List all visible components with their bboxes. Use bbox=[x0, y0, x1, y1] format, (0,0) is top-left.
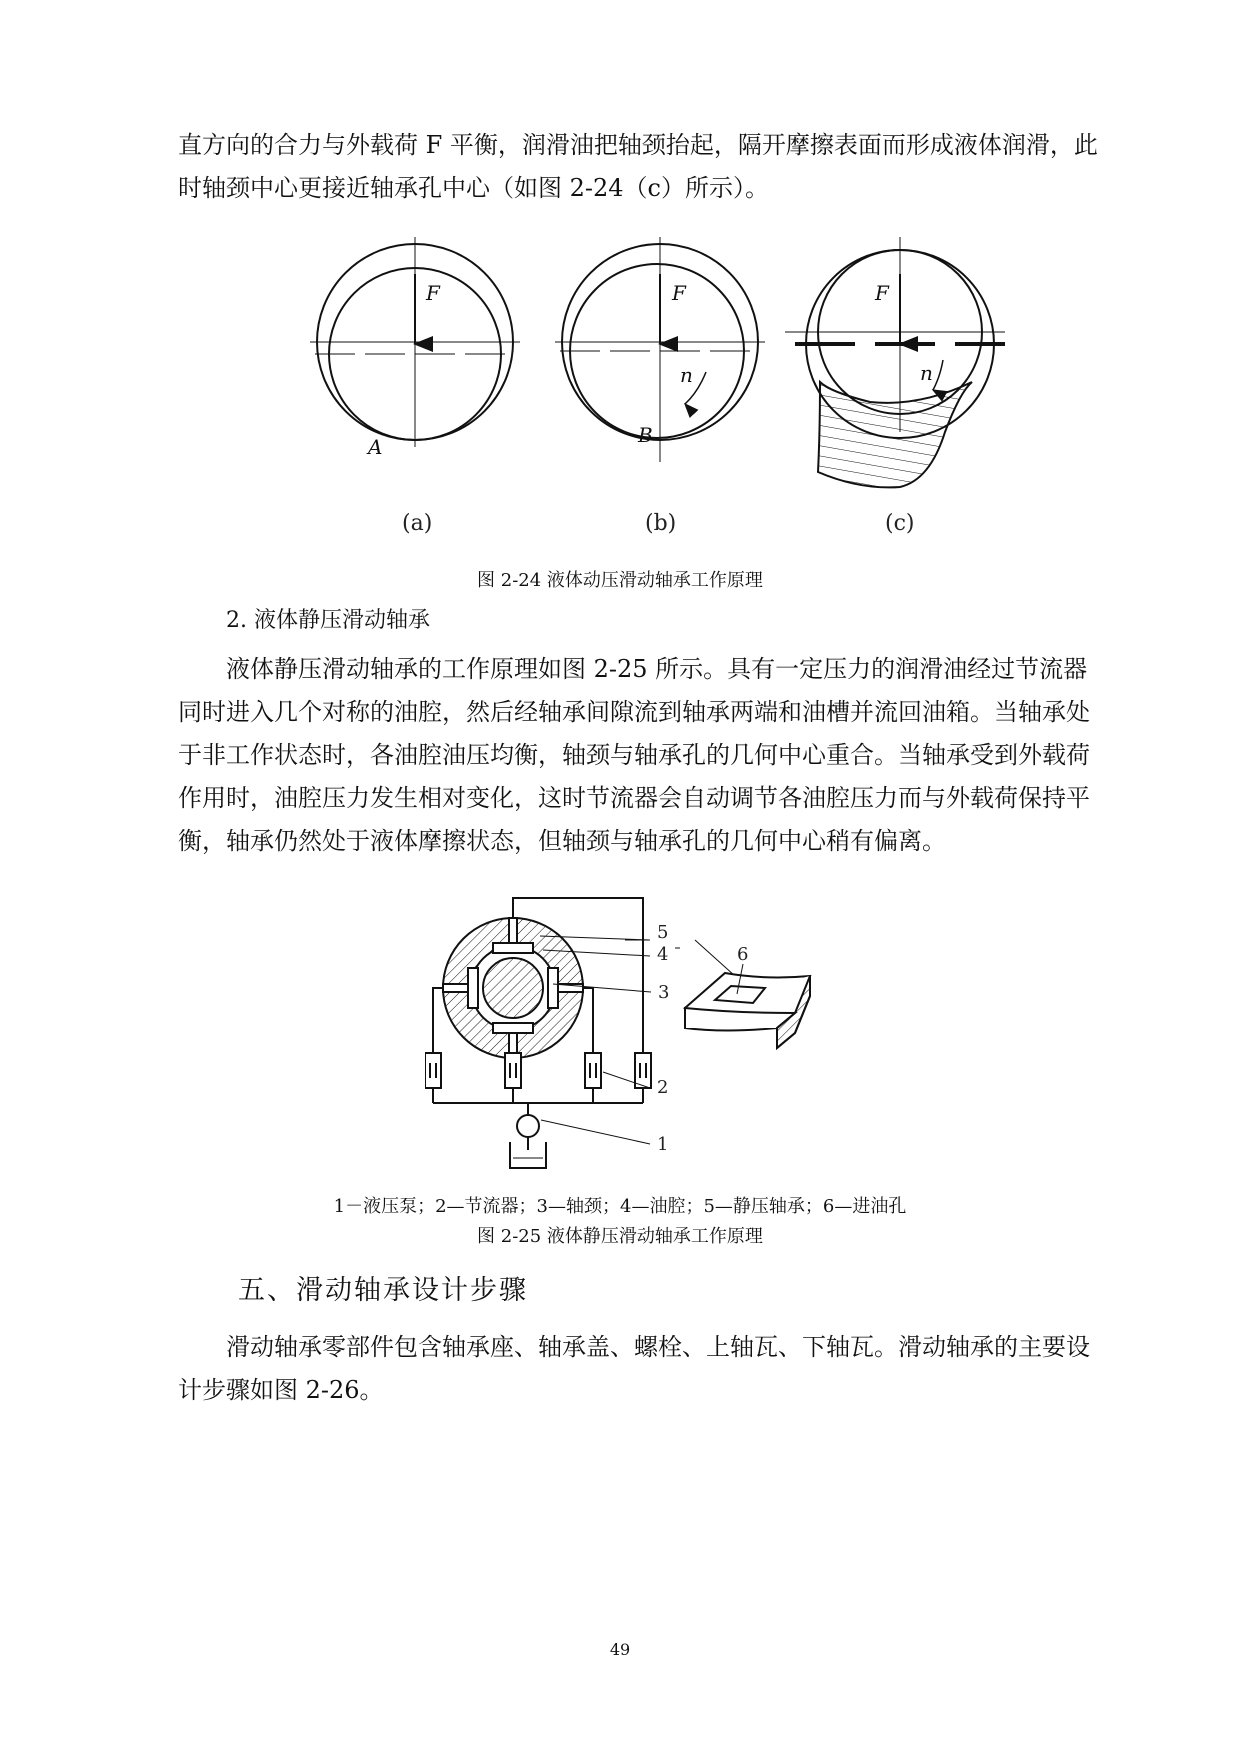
figure-2-25-legend: 1－液压泵；2—节流器；3—轴颈；4—油腔；5—静压轴承；6—进油孔 bbox=[333, 1196, 907, 1217]
section-5-line-2: 计步骤如图 2-26。 bbox=[178, 1376, 384, 1404]
section-5-paragraph bbox=[178, 1326, 1118, 1412]
callout-4: 4 bbox=[657, 944, 669, 965]
figure-2-25-caption: 图 2-25 液体静压滑动轴承工作原理 bbox=[477, 1226, 763, 1247]
restrictors bbox=[425, 1053, 651, 1088]
section-5-title: 五、滑动轴承设计步骤 bbox=[238, 1275, 528, 1306]
section-2-line-1: 液体静压滑动轴承的工作原理如图 2-25 所示。具有一定压力的润滑油经过节流器 bbox=[226, 655, 1088, 683]
section-2-line-5: 衡，轴承仍然处于液体摩擦状态，但轴颈与轴承孔的几何中心稍有偏离。 bbox=[178, 827, 946, 855]
callout-2: 2 bbox=[657, 1077, 669, 1098]
sublabel-a: (a) bbox=[402, 511, 433, 536]
force-label-a: F bbox=[426, 281, 440, 305]
figure-2-24-caption: 图 2-24 液体动压滑动轴承工作原理 bbox=[477, 570, 763, 591]
diagram-b bbox=[555, 237, 765, 462]
sublabel-c: (c) bbox=[885, 511, 915, 536]
hydraulic-pump bbox=[517, 1115, 539, 1137]
intro-paragraph bbox=[178, 124, 1118, 210]
section-2-line-3: 于非工作状态时，各油腔油压均衡，轴颈与轴承孔的几何中心重合。当轴承受到外载荷 bbox=[178, 741, 1090, 769]
section-2-line-2: 同时进入几个对称的油腔，然后经轴承间隙流到轴承两端和油槽并流回油箱。当轴承处 bbox=[178, 698, 1090, 726]
figure-2-24 bbox=[300, 232, 1060, 552]
section-2-line-4: 作用时，油腔压力发生相对变化，这时节流器会自动调节各油腔压力而与外载荷保持平 bbox=[178, 784, 1090, 812]
point-label-a: A bbox=[368, 435, 383, 459]
point-label-b: B bbox=[638, 423, 653, 447]
diagram-c bbox=[785, 237, 1005, 487]
intro-line-2: 时轴颈中心更接近轴承孔中心（如图 2-24（c）所示）。 bbox=[178, 174, 769, 202]
callout-6: 6 bbox=[737, 944, 749, 965]
callout-1: 1 bbox=[657, 1134, 669, 1155]
page-number: 49 bbox=[609, 1640, 631, 1659]
figure-2-25 bbox=[425, 888, 895, 1178]
force-label-b: F bbox=[672, 281, 686, 305]
journal bbox=[483, 958, 543, 1018]
oil-inlet-part bbox=[685, 964, 810, 1048]
diagram-a bbox=[310, 237, 520, 447]
section-2-paragraph bbox=[178, 648, 1118, 863]
rotation-label-b: n bbox=[680, 363, 693, 387]
callout-3: 3 bbox=[658, 982, 670, 1003]
force-label-c: F bbox=[875, 281, 889, 305]
section-2-title: 2. 液体静压滑动轴承 bbox=[226, 608, 430, 633]
intro-line-1: 直方向的合力与外载荷 F 平衡，润滑油把轴颈抬起，隔开摩擦表面而形成液体润滑，此 bbox=[178, 131, 1098, 159]
section-5-line-1: 滑动轴承零部件包含轴承座、轴承盖、螺栓、上轴瓦、下轴瓦。滑动轴承的主要设 bbox=[226, 1333, 1090, 1361]
sublabel-b: (b) bbox=[645, 511, 677, 536]
callout-5: 5 bbox=[657, 922, 669, 943]
rotation-label-c: n bbox=[920, 361, 933, 385]
